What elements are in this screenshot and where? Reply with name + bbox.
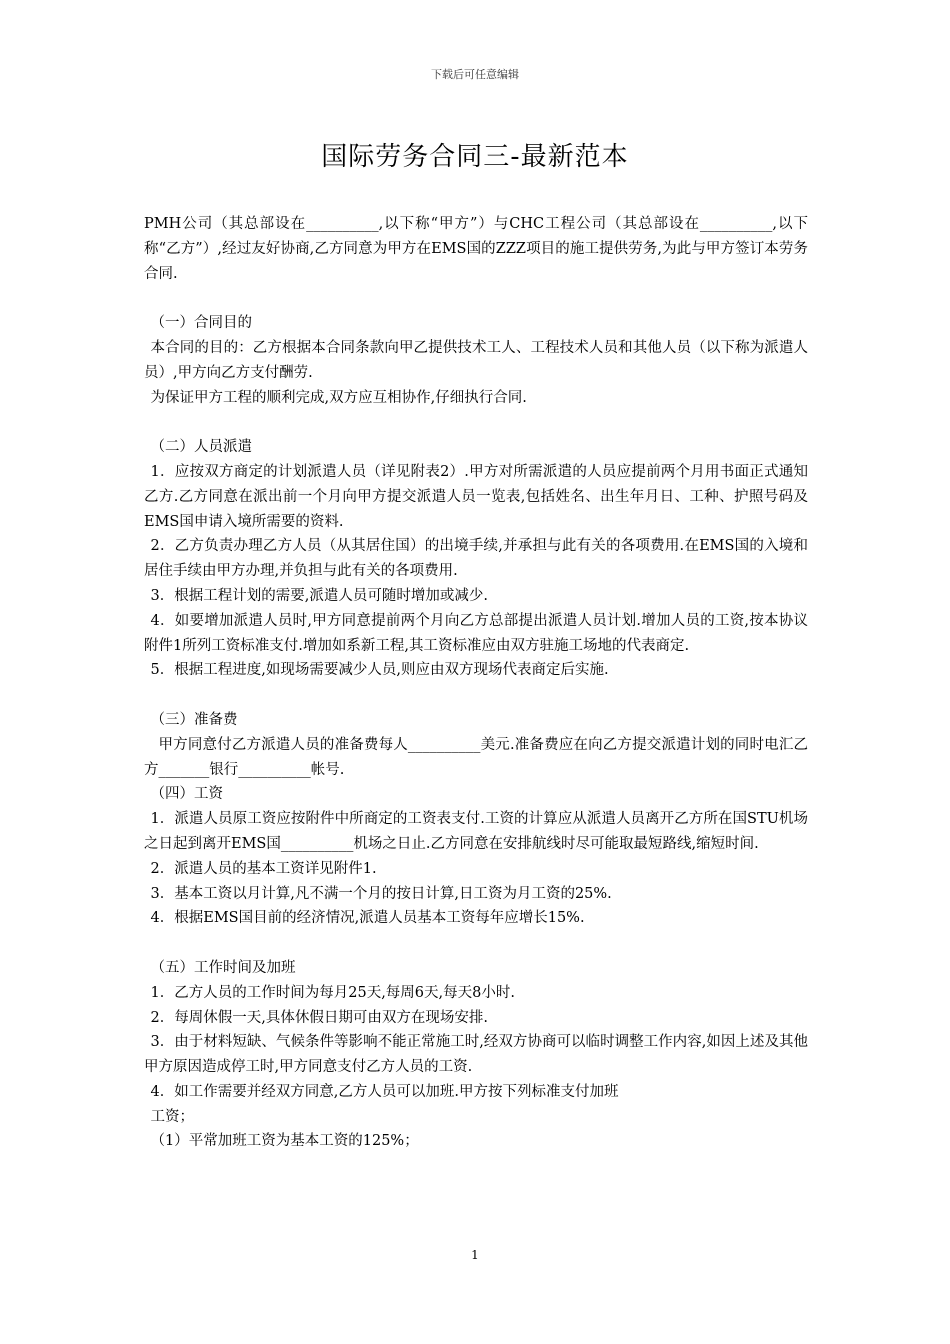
section-2-item-4: 4．如要增加派遣人员时,甲方同意提前两个月向乙方总部提出派遣人员计划.增加人员的工资,按本协议附件1所列工资标准支付.增加如系新工程,其工资标准应由双方驻施工场地的代表商定. [144,612,808,654]
section-5-item-2: 2．每周休假一天,具体休假日期可由双方在现场安排. [150,1009,488,1026]
section-1-paragraph-1: 本合同的目的：乙方根据本合同条款向甲乙提供技术工人、工程技术人员和其他人员（以下称为派遣人员）,甲方向乙方支付酬劳. [144,339,808,381]
document-title: 国际劳务合同三-最新范本 [321,142,629,172]
section-3-paragraph-1: 甲方同意付乙方派遣人员的准备费每人__________美元.准备费应在向乙方提交派遣计划的同时电汇乙方_______银行__________帐号. [144,736,808,778]
section-5-item-1: 1．乙方人员的工作时间为每月25天,每周6天,每天8小时. [150,984,515,1001]
section-4-item-3: 3．基本工资以月计算,凡不满一个月的按日计算,日工资为月工资的25%. [150,885,612,902]
section-2-item-3: 3．根据工程计划的需要,派遣人员可随时增加或减少. [150,587,488,604]
page-header: 下载后可任意编辑 [431,68,519,81]
section-1-heading: （一）合同目的 [150,315,253,332]
section-2-item-2: 2．乙方负责办理乙方人员（从其居住国）的出境手续,并承担与此有关的各项费用.在EMS国的入境和居住手续由甲方办理,并负担与此有关的各项费用. [144,538,808,580]
section-4-item-1: 1．派遣人员原工资应按附件中所商定的工资表支付.工资的计算应从派遣人员离开乙方所在国STU机场之日起到离开EMS国__________机场之日止.乙方同意在安排航线时尽可能取最短路线,缩短时间. [144,811,808,852]
section-5-subitem-1: （1）平常加班工资为基本工资的125%； [150,1133,419,1150]
section-2-heading: （二）人员派遣 [150,439,253,456]
section-3-heading: （三）准备费 [150,711,238,728]
page-number: 1 [471,1248,479,1262]
section-5-item-3: 3．由于材料短缺、气候条件等影响不能正常施工时,经双方协商可以临时调整工作内容,如因上述及其他甲方原因造成停工时,甲方同意支付乙方人员的工资. [144,1034,808,1076]
section-4-heading: （四）工资 [150,786,224,803]
section-1-paragraph-2: 为保证甲方工程的顺利完成,双方应互相协作,仔细执行合同. [150,389,527,406]
document-body [144,212,808,1154]
section-2-item-5: 5．根据工程进度,如现场需要减少人员,则应由双方现场代表商定后实施. [150,662,609,679]
section-4-item-2: 2．派遣人员的基本工资详见附件1. [150,860,377,877]
intro-paragraph: PMH公司（其总部设在__________,以下称“甲方”）与CHC工程公司（其总部设在__________,以下称“乙方”）,经过友好协商,乙方同意为甲方在EMS国的ZZZ项目的施工提供劳务,为此与甲方签订本劳务合同. [144,216,808,282]
section-5-item-4: 4．如工作需要并经双方同意,乙方人员可以加班.甲方按下列标准支付加班 [150,1083,619,1100]
section-4-item-4: 4．根据EMS国目前的经济情况,派遣人员基本工资每年应增长15%. [150,910,585,927]
section-5-item-4-continued: 工资； [150,1108,195,1125]
section-2-item-1: 1．应按双方商定的计划派遣人员（详见附表2）.甲方对所需派遣的人员应提前两个月用书面正式通知乙方.乙方同意在派出前一个月向甲方提交派遣人员一览表,包括姓名、出生年月日、工种、护照号码及EMS国申请入境所需要的资料. [144,463,808,530]
section-5-heading: （五）工作时间及加班 [150,959,296,976]
